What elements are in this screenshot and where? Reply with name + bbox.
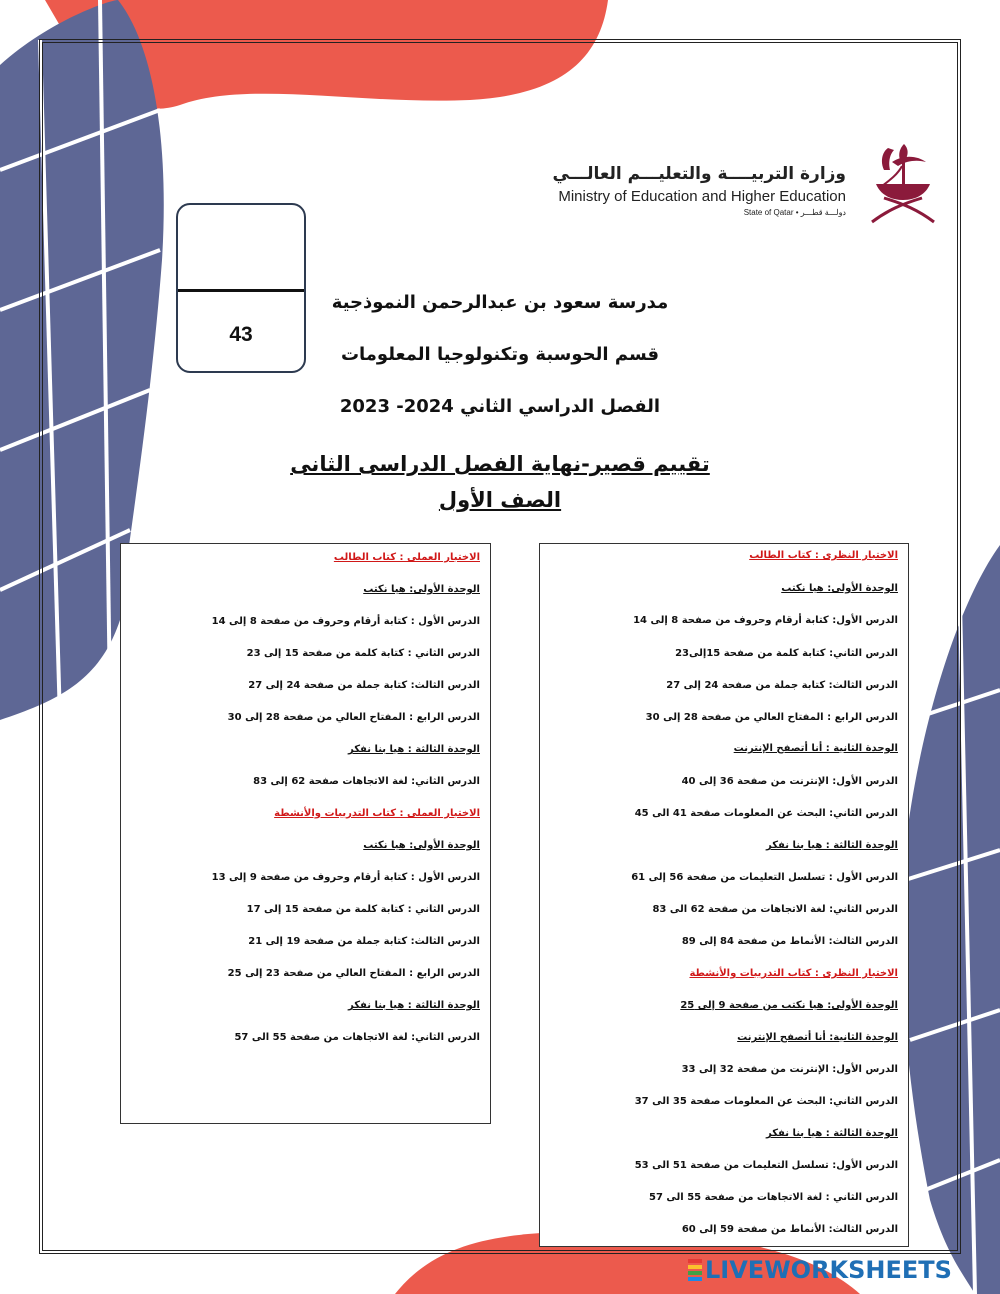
assessment-title: تقييم قصير-نهاية الفصل الدراسى الثانى (290, 452, 710, 476)
practical-exam-column (120, 543, 491, 1124)
ministry-logo (518, 140, 938, 226)
lesson-line: الدرس الثالث: كتابة جملة من صفحة 24 إلى 27 (666, 680, 898, 691)
grade-title: الصف الأول (438, 488, 562, 512)
unit-heading: الوحدة الأولى: هيا نكتب (363, 584, 480, 595)
liveworksheets-watermark[interactable] (688, 1256, 952, 1284)
unit-heading: الوحدة الثالثة : هيا بنا نفكر (765, 1128, 898, 1139)
lesson-line: الدرس الأول: كتابة أرقام وحروف من صفحة 8 إلى 14 (633, 615, 898, 626)
unit-heading: الوحدة الأولى: هيا نكتب من صفحة 9 إلى 25 (680, 1000, 898, 1011)
lesson-line: الدرس الثالث: كتابة جملة من صفحة 24 إلى 27 (248, 680, 480, 691)
lesson-line: الدرس الثاني: البحث عن المعلومات صفحة 35 الى 37 (634, 1096, 898, 1107)
section-heading: الاختبار العملى : كتاب التدريبات والأنشطة (274, 808, 480, 819)
unit-heading: الوحدة الثالثة : هيا بنا نفكر (347, 1000, 480, 1011)
unit-heading: الوحدة الثانية: أنا أتصفح الإنترنت (737, 1032, 898, 1043)
lesson-line: الدرس الرابع : المفتاح العالي من صفحة 28 إلى 30 (227, 712, 480, 723)
lesson-line: الدرس الثالث: الأنماط من صفحة 59 إلى 60 (681, 1224, 898, 1235)
score-divider (178, 289, 304, 292)
lesson-line: الدرس الثالث: كتابة جملة من صفحة 19 إلى 21 (248, 936, 480, 947)
unit-heading: الوحدة الثانية : أنا أتصفح الإنترنت (733, 743, 898, 754)
qatar-emblem-icon (868, 140, 938, 226)
unit-heading: الوحدة الأولى: هيا نكتب (781, 583, 898, 594)
section-heading: الاختبار العملى : كتاب الطالب (333, 552, 480, 563)
lesson-line: الدرس الثاني : لغة الاتجاهات من صفحة 55 الى 57 (649, 1192, 898, 1203)
school-name: مدرسة سعود بن عبدالرحمن النموذجية (331, 292, 669, 313)
theory-exam-column (539, 543, 909, 1247)
unit-heading: الوحدة الثالثة : هيا بنا نفكر (765, 840, 898, 851)
lesson-line: الدرس الثاني: لغة الاتجاهات من صفحة 55 الى 57 (234, 1032, 480, 1043)
lesson-line: الدرس الأول : تسلسل التعليمات من صفحة 56 إلى 61 (631, 872, 898, 883)
liveworksheets-brand: LIVEWORKSHEETS (705, 1256, 952, 1284)
lesson-line: الدرس الأول: تسلسل التعليمات من صفحة 51 الى 53 (634, 1160, 898, 1171)
lesson-line: الدرس الثاني: لغة الاتجاهات من صفحة 62 الى 83 (652, 904, 898, 915)
unit-heading: الوحدة الأولى: هيا نكتب (363, 840, 480, 851)
lesson-line: الدرس الرابع : المفتاح العالي من صفحة 23 إلى 25 (227, 968, 480, 979)
department-name: قسم الحوسبة وتكنولوجيا المعلومات (340, 344, 660, 365)
lesson-line: الدرس الأول : كتابة أرقام وحروف من صفحة 8 إلى 14 (211, 616, 480, 627)
lesson-line: الدرس الثاني : كتابة كلمة من صفحة 15 إلى 17 (246, 904, 480, 915)
ministry-name-arabic: وزارة التربيــــة والتعليـــم العالـــي (552, 164, 846, 184)
lesson-line: الدرس الثاني : كتابة كلمة من صفحة 15 إلى 23 (246, 648, 480, 659)
score-box (176, 203, 306, 373)
lesson-line: الدرس الرابع : المفتاح العالي من صفحة 28 إلى 30 (645, 712, 898, 723)
section-heading: الاختبار النظرى : كتاب الطالب (749, 550, 898, 561)
score-value: 43 (229, 323, 253, 346)
lesson-line: الدرس الأول : كتابة أرقام وحروف من صفحة 9 إلى 13 (211, 872, 480, 883)
liveworksheets-logo-icon (688, 1259, 702, 1281)
lesson-line: الدرس الأول: الإنترنت من صفحة 36 إلى 40 (681, 776, 898, 787)
ministry-name-english: Ministry of Education and Higher Education (558, 188, 846, 205)
lesson-line: الدرس الثالث: الأنماط من صفحة 84 إلى 89 (681, 936, 898, 947)
unit-heading: الوحدة الثالثة : هيا بنا نفكر (347, 744, 480, 755)
lesson-line: الدرس الثاني: كتابة كلمة من صفحة 15إلى23 (675, 648, 898, 659)
state-of-qatar-label: State of Qatar • دولـــة قطـــر (743, 208, 846, 217)
lesson-line: الدرس الثاني: لغة الاتجاهات صفحة 62 إلى 83 (253, 776, 480, 787)
lesson-line: الدرس الثاني: البحث عن المعلومات صفحة 41 الى 45 (634, 808, 898, 819)
semester-line: الفصل الدراسي الثاني 2024- 2023 (339, 396, 661, 417)
section-heading: الاختبار النظرى : كتاب التدريبات والأنشطة (689, 968, 898, 979)
lesson-line: الدرس الأول: الإنترنت من صفحة 32 إلى 33 (681, 1064, 898, 1075)
